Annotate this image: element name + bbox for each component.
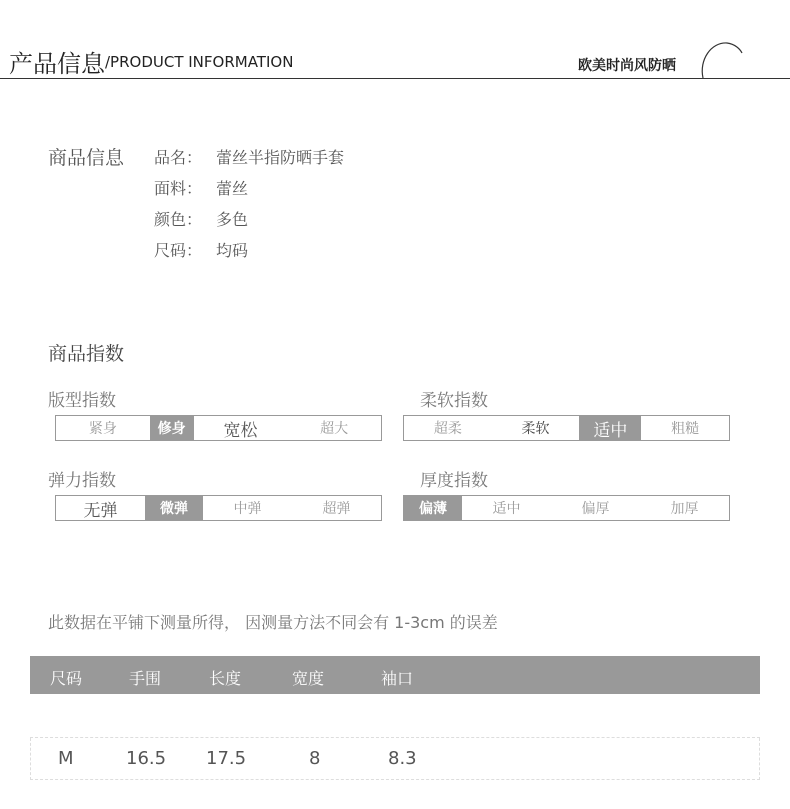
scale-option: 紧身 — [88, 421, 117, 437]
elasticity-index-label: 弹力指数 — [48, 471, 116, 491]
table-cell: 16.5 — [126, 748, 167, 769]
scale-option: 超柔 — [433, 421, 462, 437]
product-info-list — [154, 145, 344, 269]
size-table-header — [30, 656, 760, 694]
page-header — [0, 0, 790, 80]
scale-option-selected: 适中 — [579, 416, 641, 440]
decorative-arc-icon — [697, 40, 747, 80]
table-row — [30, 738, 760, 780]
scale-option: 柔软 — [521, 421, 550, 437]
table-cell: M — [58, 748, 74, 769]
info-value: 蕾丝 — [216, 179, 249, 198]
column-header: 袖口 — [381, 669, 414, 688]
product-info-label: 商品信息 — [48, 147, 125, 169]
scale-option: 加厚 — [670, 501, 699, 517]
scale-option: 中弹 — [233, 501, 262, 517]
softness-index-label: 柔软指数 — [420, 391, 488, 411]
scale-option: 偏厚 — [581, 501, 610, 517]
info-row-color — [154, 207, 344, 238]
section-title: 产品信息 — [9, 50, 105, 78]
table-cell: 8.3 — [388, 748, 417, 769]
info-key: 颜色： — [154, 210, 203, 229]
thickness-index-scale — [403, 495, 730, 521]
column-header: 尺码 — [50, 669, 83, 688]
table-spacer — [30, 694, 760, 738]
scale-option-selected: 修身 — [150, 416, 194, 440]
column-header: 长度 — [209, 669, 242, 688]
info-key: 面料： — [154, 179, 203, 198]
scale-option: 超大 — [320, 421, 349, 437]
thickness-index-label: 厚度指数 — [420, 471, 488, 491]
column-header: 宽度 — [292, 669, 325, 688]
info-value: 均码 — [216, 241, 249, 260]
size-table — [30, 656, 760, 780]
info-key: 品名： — [154, 148, 203, 167]
scale-option: 无弹 — [83, 500, 118, 521]
info-value: 多色 — [216, 210, 249, 229]
scale-option: 适中 — [492, 501, 521, 517]
index-section-title: 商品指数 — [48, 343, 125, 365]
softness-index-scale — [403, 415, 730, 441]
scale-option-selected: 微弹 — [145, 496, 203, 520]
elasticity-index-scale — [55, 495, 382, 521]
measurement-note: 此数据在平铺下测量所得， 因测量方法不同会有 1-3cm 的误差 — [48, 613, 498, 632]
info-key: 尺码： — [154, 241, 203, 260]
table-cell: 17.5 — [206, 748, 247, 769]
fit-index-label: 版型指数 — [48, 391, 116, 411]
header-divider — [0, 78, 790, 79]
info-row-name — [154, 145, 344, 176]
slogan: 欧美时尚风防晒 — [578, 58, 676, 74]
scale-option: 宽松 — [223, 420, 258, 441]
info-row-size — [154, 238, 344, 269]
scale-option: 粗糙 — [671, 421, 700, 437]
fit-index-scale — [55, 415, 382, 441]
scale-option: 超弹 — [322, 501, 351, 517]
info-value: 蕾丝半指防晒手套 — [216, 148, 345, 167]
scale-option-selected: 偏薄 — [404, 496, 462, 520]
table-cell: 8 — [309, 748, 321, 769]
info-row-fabric — [154, 176, 344, 207]
column-header: 手围 — [129, 669, 162, 688]
section-title-english: /PRODUCT INFORMATION — [105, 53, 294, 71]
